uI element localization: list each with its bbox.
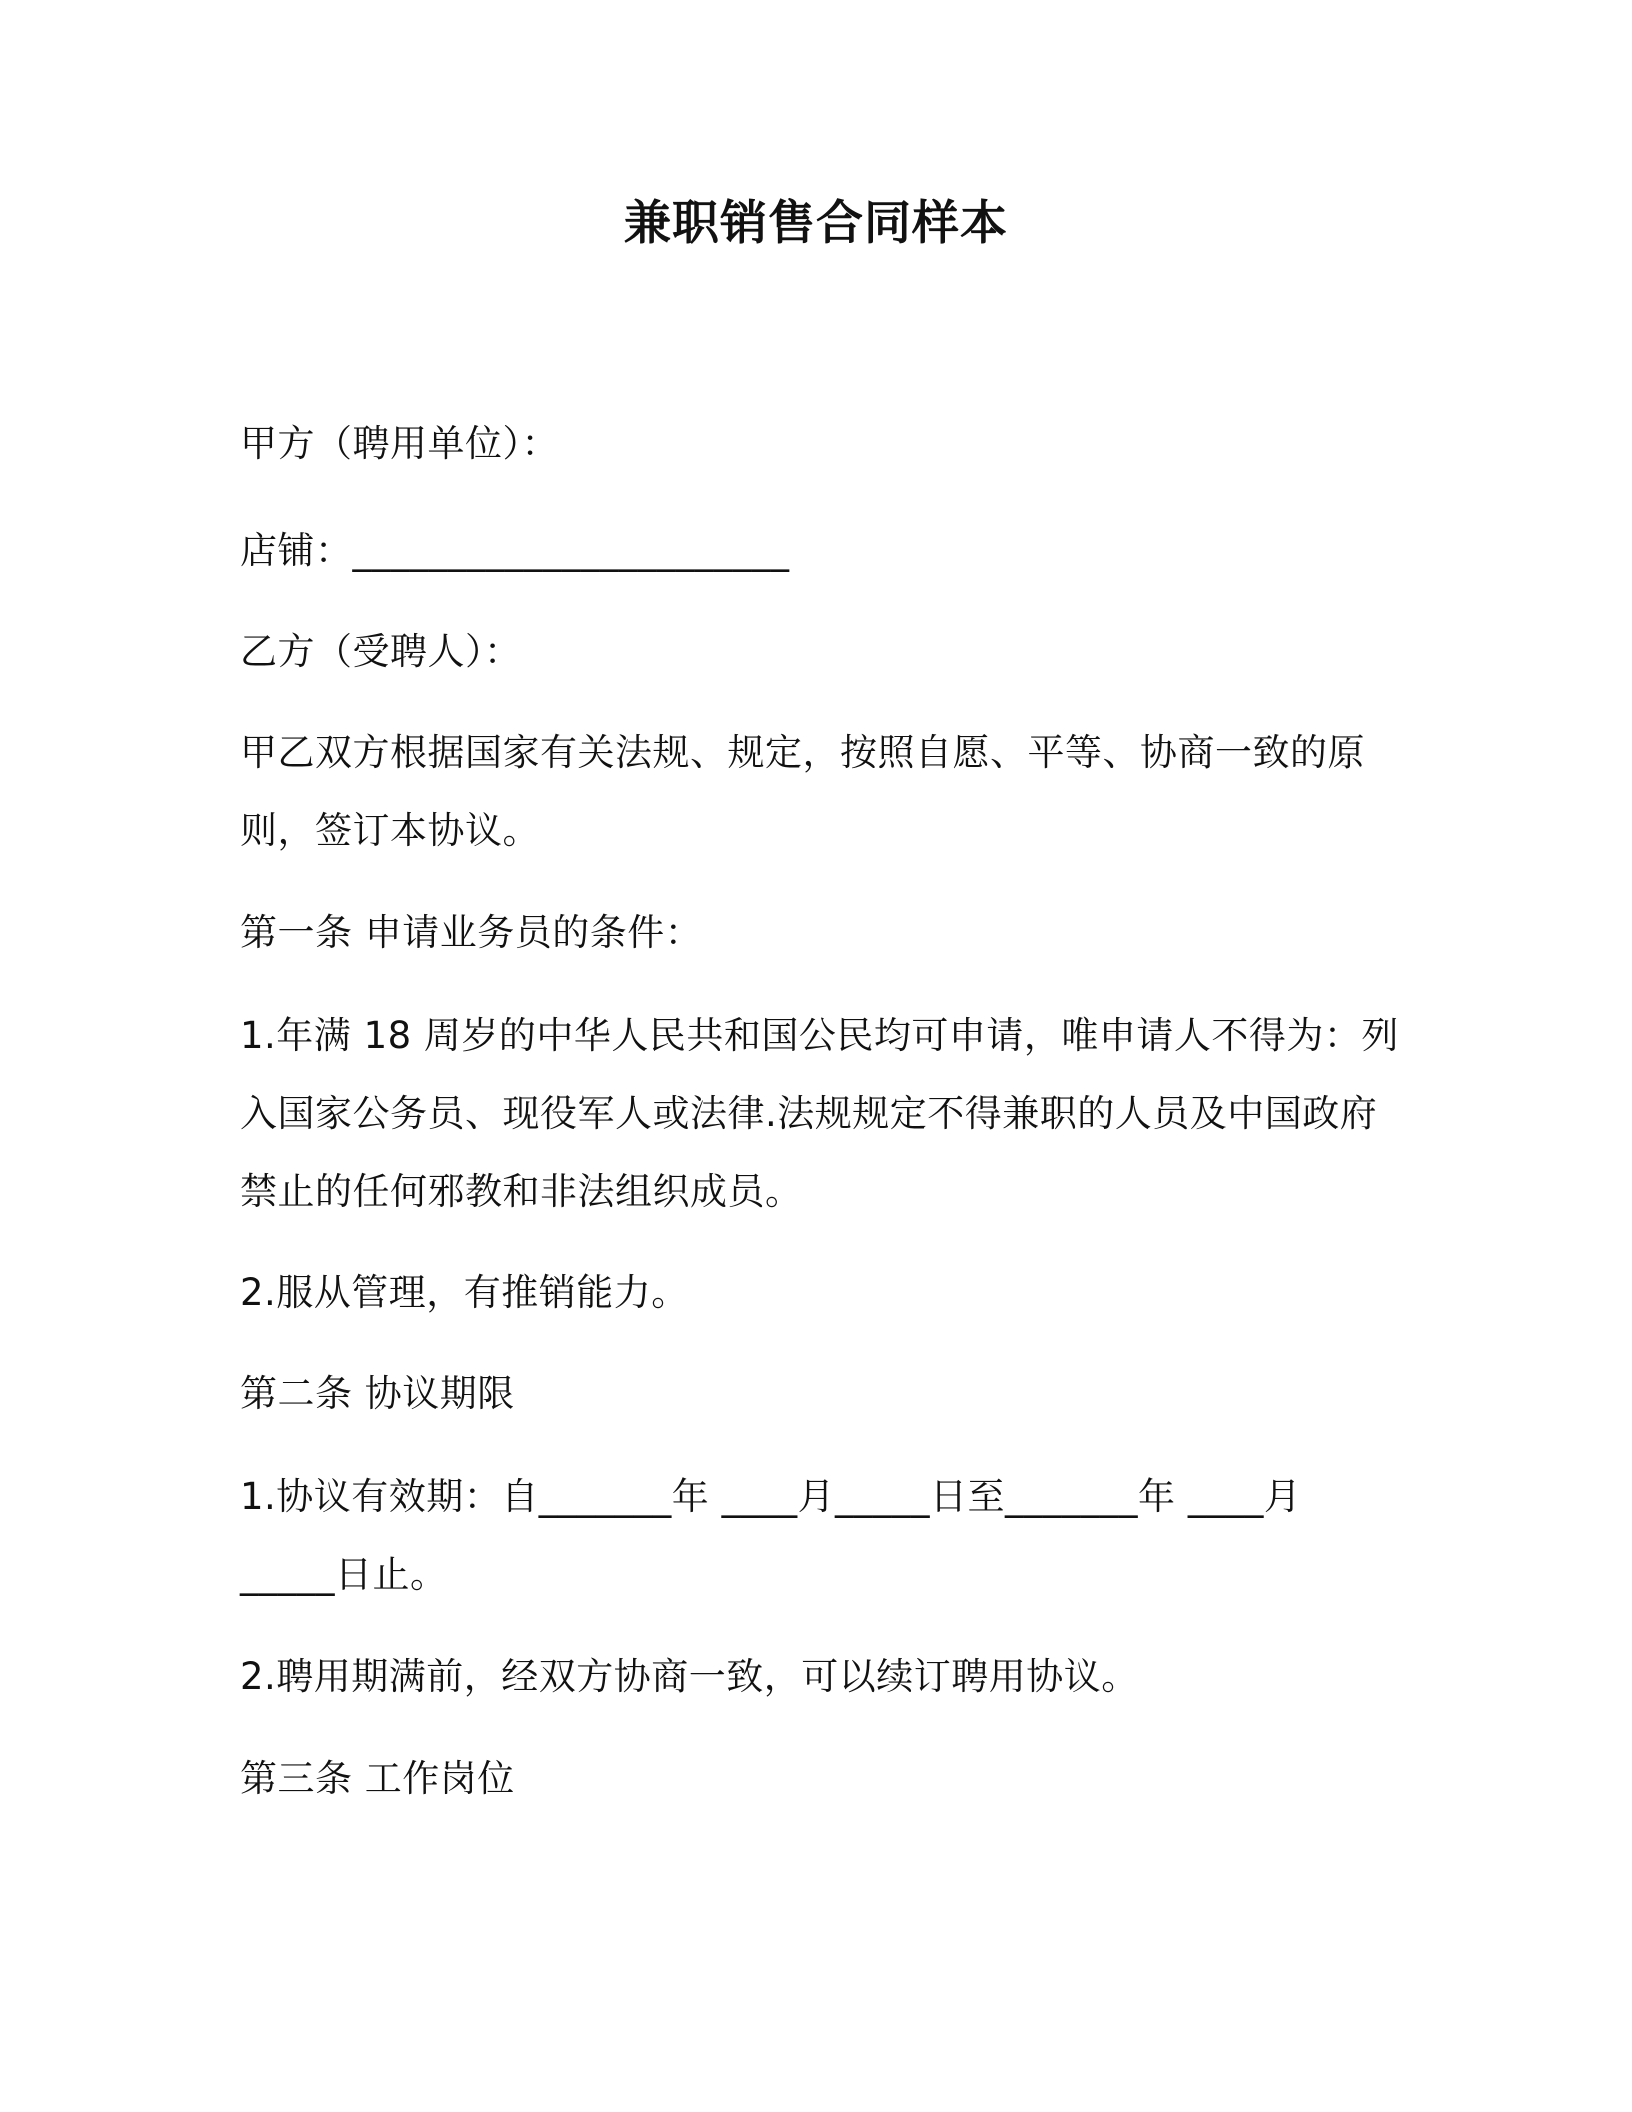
article-1-item-1-line-2: 入国家公务员、现役军人或法律.法规规定不得兼职的人员及中国政府 (240, 1092, 1378, 1135)
party-a-label: 甲方（聘用单位）： (240, 422, 559, 465)
article-2-item-1-line-1: 1.协议有效期：自_______年 ____月_____日至_______年 ____月 (240, 1475, 1302, 1518)
article-2-item-1-line-2: _____日止。 (240, 1553, 448, 1596)
article-1-item-1-line-1: 1.年满 18 周岁的中华人民共和国公民均可申请，唯申请人不得为：列 (240, 1014, 1399, 1057)
article-1-item-1-line-3: 禁止的任何邪教和非法组织成员。 (240, 1170, 803, 1213)
article-2-item-2: 2.聘用期满前，经双方协商一致，可以续订聘用协议。 (240, 1655, 1139, 1698)
party-b-label: 乙方（受聘人）： (240, 630, 522, 673)
preamble-line-1: 甲乙双方根据国家有关法规、规定，按照自愿、平等、协商一致的原 (240, 731, 1365, 774)
article-1-heading: 第一条 申请业务员的条件： (240, 911, 703, 954)
article-2-heading: 第二条 协议期限 (240, 1372, 515, 1415)
document-title: 兼职销售合同样本 (624, 196, 1008, 251)
shop-field: 店铺：_______________________ (240, 529, 790, 572)
article-3-heading: 第三条 工作岗位 (240, 1757, 515, 1800)
preamble-line-2: 则，签订本协议。 (240, 809, 540, 852)
article-1-item-2: 2.服从管理，有推销能力。 (240, 1271, 689, 1314)
